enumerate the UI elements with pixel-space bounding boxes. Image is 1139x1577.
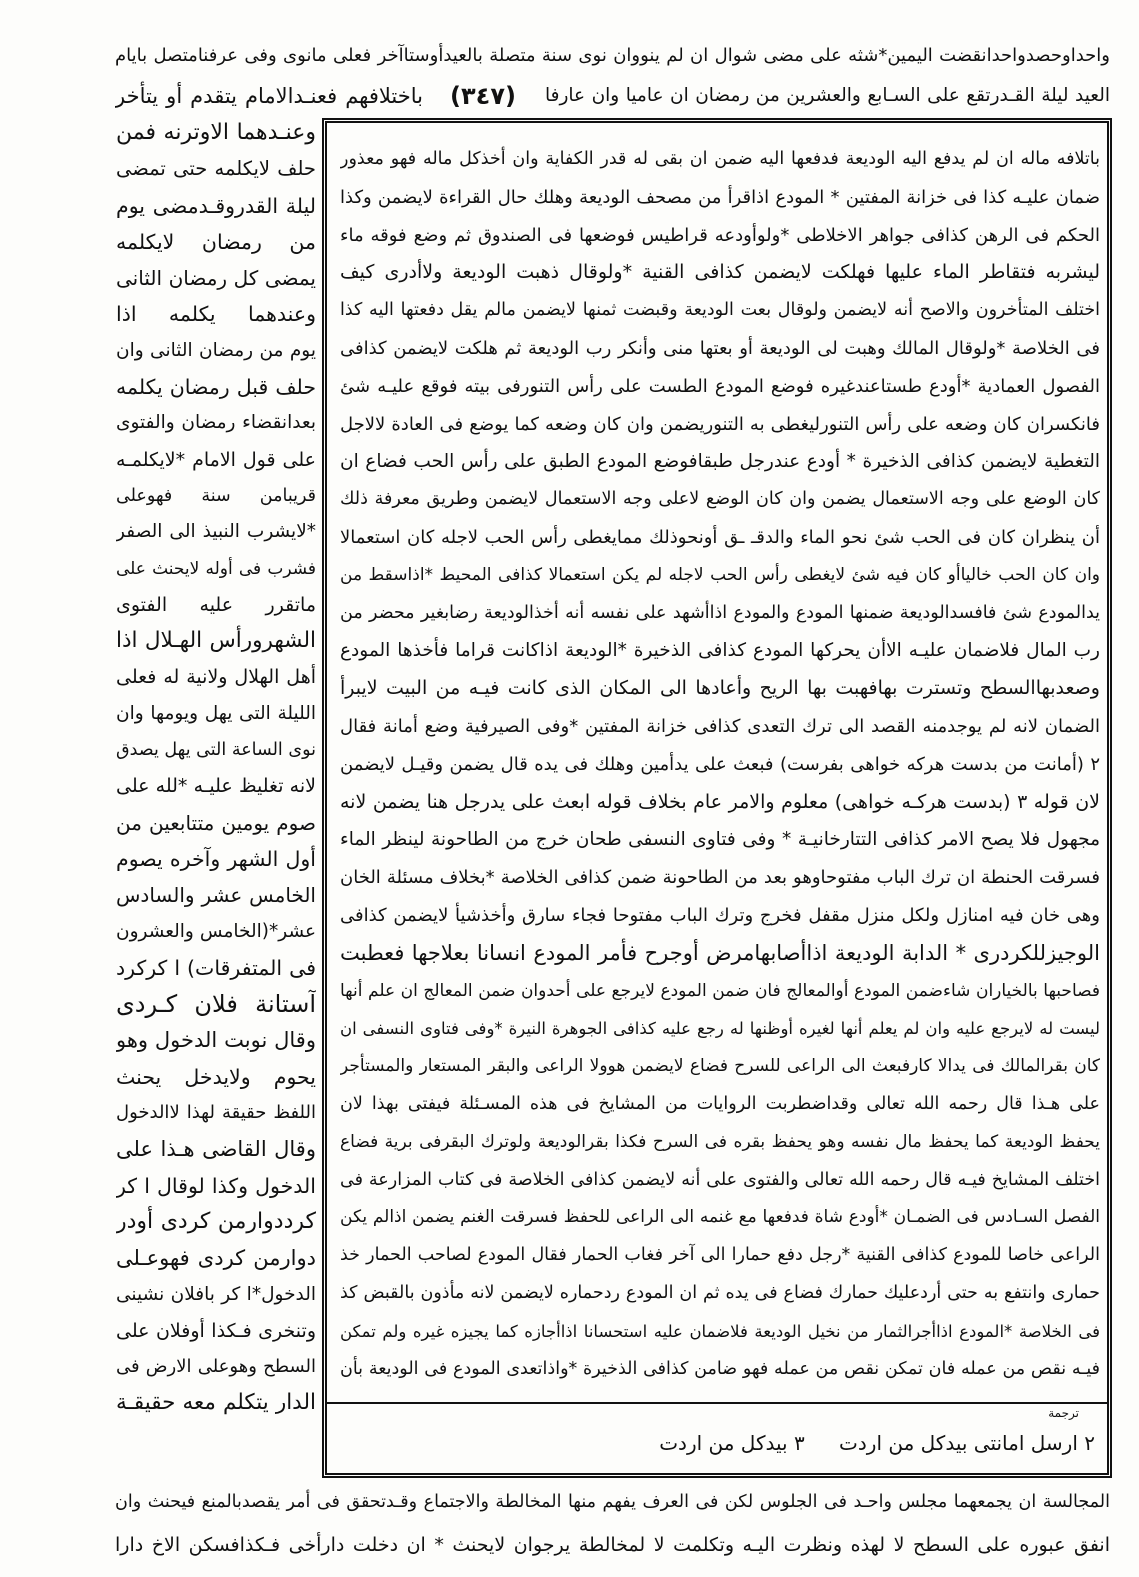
margin-note-line: الدخول وكذا لوقال ا كر [116,1173,316,1198]
main-text-line: الراعى خاصا للمودع كذافى القنية *رجل دفع حمارا الى آخر فغاب الحمار فقال المودع لصاحب الحمار خذ [340,1245,1100,1266]
margin-note-line: ليلة القدروقـدمضى يوم [116,193,316,218]
main-text-line: ليست له لايرجع عليه وان لم يعلم أنها لغيره أوظنها له رجع عليه كذافى الجوهرة النيرة *وفى فتاوى النسفى ان [340,1019,1100,1039]
header-line: واحداوحصدواحدانقضت اليمين*شثه على مضى شوال ان لم ينووان نوى سنة متصلة بالعيدأوستاآخر فعلى مانوى وفى عرفنامتصل بايام [115,45,1110,66]
main-text-line: فيـه نقص من عمله فان تمكن نقص من عمله فهو ضامن كذافى الذخيرة *واذاتعدى المودع فى الوديعة بأن [340,1358,1100,1379]
main-text-line: مجهول فلا يصح الامر كذافى التتارخانيـة * وفى فتاوى النسفى طحان خرج من الطاحونة لينظر الماء [340,829,1100,851]
main-text-line: ليشربه فتقاطر الماء عليها فهلكت لايضمن كذافى القنية *ولوقال ذهبت الوديعة ولاأدرى كيف [340,261,1100,284]
main-text-body [340,141,1100,1388]
main-text-line: يدالمودع شئ فافسدالوديعة ضمنها المودع والمودع اذاأشهد على نفسه أنه أخذالوديعة رضابغير محضر من [340,602,1100,623]
margin-note-line: بعدانقضاء رمضان والفتوى [116,412,316,434]
main-text-line: وصعدبهاالسطح وتسترت بهافهبت بها الريح وأعادها الى المكان الذى كانت فيـه من البيت لايبرأ [340,677,1100,700]
margin-note-line: قريبامن سنة فهوعلى [116,485,316,506]
main-text-line: التغطية لايضمن كذافى الذخيرة * أودع عندرجل طبقافوضع المودع الطبق على رأس الحب فضاع ان [340,451,1100,473]
margin-note-line: عشر*(الخامس والعشرون [116,920,316,942]
main-text-line: حمارى وانتفع به حتى أردعليك حمارك فضاع فى يده ثم ان المودع ردحماره لايضمن لانه مأذون بالقبض كذ [340,1282,1100,1303]
margin-note-line: الشهرورأس الهـلال اذا [116,628,316,654]
footer-line: انفق عبوره على السطح لا لهذه ونظرت اليـه وتكلمت لا لمخالطة يرجوان لايحنث * ان دخلت دارأخى فـكذافسكن الاخ دارا [115,1534,1110,1556]
main-text-line: كان الوضع على وجه الاستعمال يضمن وان كان الوضع لاعلى وجه الاستعمال لايضمن وطريق معرفة ذلك [340,489,1100,510]
margin-note-line: يحوم ولايدخل يحنث [116,1064,316,1089]
main-text-line: الوجيزللكردرى * الدابة الوديعة اذاأصابهامرض أوجرح فأمر المودع انسانا بعلاجها فعطبت [340,940,1100,965]
footer-line: المجالسة ان يجمعهما مجلس واحـد فى الجلوس لكن فى العرف يفهم منها المخالطة والاجتماع وقـدتحقق فى أمر يقصدبالمنع فيحنث وان [115,1492,1110,1512]
header-line: العيد ليلة القـدرتقع على السـابع والعشرين من رمضان ان عاميا وان عارفا [545,85,1110,106]
main-text-line: فانكسران كان وضعه على رأس التنورليغطى به التنوريضمن وان كان وضعه كما يوضع فى العادة لالاجل [340,413,1100,435]
main-text-line: الفصول العمادية *أودع طستاعندغيره فوضع المودع الطست على رأس التنورفى بيته فوقع عليـه شئ [340,375,1100,397]
margin-note-line: آستانة فلان كـردى [116,990,316,1019]
footnote-label: ترجمة [1048,1406,1079,1420]
margin-note-line: الخامس عشر والسادس [116,883,316,908]
footnote-item: ٢ ارسل امانتى بيدكل من اردت [839,1431,1095,1455]
main-text-line: وان كان الحب خالياأو كان فيه شئ لايغطى رأس الحب لاجله لم يكن استعمالا كذافى المحيط *اذاسقط من [340,564,1100,585]
main-text-line: الضمان لانه لم يوجدمنه القصد الى ترك التعدى كذافى خزانة المفتين *وفى الصيرفية وضع أمانة فقال [340,715,1100,737]
margin-note-line: الدخول*ا كر بافلان نشينى [116,1283,316,1305]
margin-notes-column [116,115,316,1422]
main-text-line: اختلف المتأخرون والاصح أنه لايضمن ولوقال بعت الوديعة وقبضت ثمنها لايضمن مالم يقل دفعتها اليه كذا [340,300,1100,321]
main-text-line: فسرقت الحنطة ان ترك الباب مفتوحاوهو بعد من الطاحونة ضمن كذافى الخلاصة *بخلاف مسئلة الخان [340,867,1100,889]
main-text-line: رب المال فلاضمان عليـه الاأن يحركها المودع كذافى الذخيرة *الوديعة اذاكانت قراما فأخذها المودع [340,640,1100,662]
margin-note-line: وتنخرى فـكذا أوفلان على [116,1319,316,1342]
margin-note-line: اللفظ حقيقة لهذا لاالدخول [116,1102,316,1124]
footnote-divider [327,1402,1107,1404]
main-text-line: لان قوله ٣ (بدست هركـه خواهى) معلوم والامر عام بخلاف قوله ابعث على يدرجل هنا يضمن لانه [340,790,1100,813]
main-text-line: وهى خان فيه امنازل ولكل منزل مقفل فخرج وترك الباب مفتوحا فجاء سارق وأخذشيأ لايضمن كذافى [340,904,1100,926]
main-text-line: ٢ (أمانت من بدست هركه خواهى بفرست) فبعث على يدأمين وهلك فى يده قال يضمن وقيـل لايضمن [340,753,1100,775]
margin-note-line: الليلة التى يهل ويومها وان [116,702,316,724]
main-text-frame [322,118,1112,1478]
margin-note-line: على قول الامام *لايكلمـه [116,448,316,471]
margin-note-line: من رمضان لايكلمه [116,229,316,254]
main-text-line: اختلف المشايخ فيـه قال رحمه الله تعالى والفتوى على أنه لايضمن كذافى الخلاصة فى كتاب المزارعة فى [340,1169,1100,1190]
margin-note-line: فشرب فى أوله لايحنث على [116,558,316,579]
main-text-line: فصاحبها بالخياران شاءضمن المودع أوالمعالج فان ضمن المودع لايرجع على أحدوان ضمن المعالج ان علم أنها [340,980,1100,1001]
margin-note-line: فى المتفرقات) ا كركرد [116,955,316,980]
main-text-line: أن ينظران كان فى الحب شئ نحو الماء والدقـ ـق أونحوذلك ممايغطى رأس الحب لاجله كان استعمالا [340,526,1100,548]
margin-note-line: وقال نوبت الدخول وهو [116,1028,316,1053]
main-text-line: فى الخلاصة *المودع اذاأجرالثمار من نخيل الوديعة فلاضمان عليه استحسانا اذاأجازه كما يجيزه غيره ولم تمكن [340,1321,1100,1341]
main-text-line: ضمان عليـه كذا فى خزانة المفتين * المودع اذاقرأ من مصحف الوديعة وهلك حال القراءة لايضمن وكذا [340,186,1100,208]
main-text-line: الحكم فى الرهن كذافى جواهر الاخلاطى *ولوأودعه قراطيس فوضعها فى الصندوق ثم وضع فوقه ماء [340,224,1100,246]
main-text-line: يحفظ الوديعة كما يحفظ مال نفسه وهو يحفظ بقره فى السرح فكذا بقرالوديعة ولوترك البقرفى برية فضاع [340,1131,1100,1152]
margin-note-line: حلف قبل رمضان يكلمه [116,375,316,400]
main-text-line: فى الخلاصة *ولوقال المالك وهبت لى الوديعة أو بعتها منى وأنكر رب الوديعة ثم هلكت لايضمن كذافى [340,337,1100,359]
margin-note-line: نوى الساعة التى يهل يصدق [116,740,316,761]
margin-note-line: حلف لايكلمه حتى تمضى [116,157,316,181]
main-text-line: الفصل السـادس فى الضمـان *أودع شاة فدفعها مع غنمه الى الراعى للحفظ فسرقت الغنم يضمن اذالم يكن [340,1207,1100,1228]
margin-note-line: أول الشهر وآخره يصوم [116,846,316,871]
margin-note-line: *لايشرب النبيذ الى الصفر [116,521,316,543]
margin-note-line: يوم من رمضان الثانى وان [116,339,316,361]
margin-note-line: وعنـدهما الاوترنه فمن [116,120,316,145]
footnote-item: ٣ بيدكل من اردت [659,1431,805,1455]
page-number: (٣٤٧) [450,82,516,110]
margin-note-line: أهل الهلال ولانية له فعلى [116,666,316,689]
main-text-line: كان بقرالمالك فى يدالا كارفبعث الى الراعى للسرح فضاع لايضمن هوولا الراعى والبقر المستعار والمستأجر [340,1056,1100,1077]
margin-note-line: وقال القاضى هـذا على [116,1137,316,1162]
margin-note-line: لانه تغليظ عليـه *لله على [116,775,316,798]
margin-note-line: ماتقرر عليه الفتوى [116,593,316,616]
main-text-line: باتلافه ماله ان لم يدفع اليه الوديعة فدفعها اليه ضمن ان بقى له قدر الكفاية وان أخذكل ماله فهو معذور [340,149,1100,169]
margin-note-line: وعندهما يكلمه اذا [116,302,316,327]
margin-note-line: الدار يتكلم معه حقيقـة [116,1390,316,1416]
margin-note-line: دوارمن كردى فهوعـلى [116,1246,316,1271]
main-text-line: على هـذا قال رحمه الله تعالى وقداضطربت الروايات من المشايخ فى هذه المسـئلة فيفتى بهذا لان [340,1093,1100,1114]
margin-note-line: كرددوارمن كردى أودر [116,1208,316,1234]
margin-note-line: يمضى كل رمضان الثانى [116,266,316,291]
margin-note-line: السطح وهوعلى الارض فى [116,1356,316,1378]
footnote-text [631,1425,1095,1461]
margin-note-line: صوم يومين متتابعين من [116,810,316,835]
header-line: باختلافهم فعنـدالامام يتقدم أو يتأخر [115,84,423,108]
